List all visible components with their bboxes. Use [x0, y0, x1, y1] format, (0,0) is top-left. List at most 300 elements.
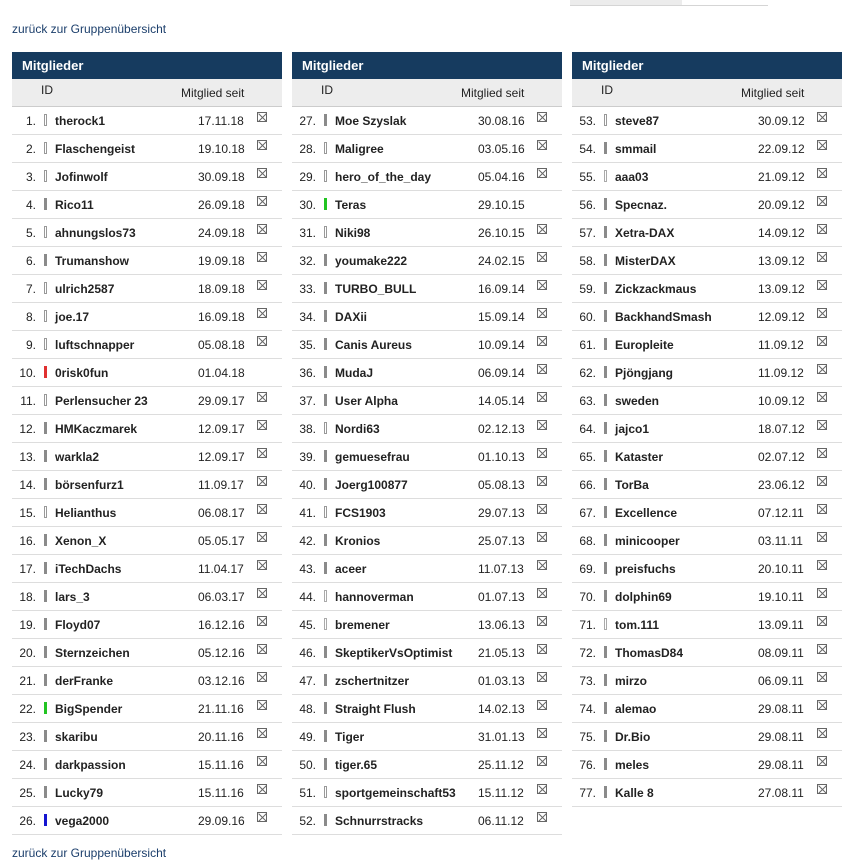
member-name-link[interactable]: iTechDachs	[55, 562, 122, 576]
status-indicator-icon	[324, 534, 327, 546]
member-name-link[interactable]: Pjöngjang	[615, 366, 673, 380]
status-indicator-icon	[604, 478, 607, 490]
member-row	[12, 331, 282, 359]
member-since-date: 06.03.17	[198, 590, 245, 604]
remove-member-icon[interactable]	[537, 448, 547, 458]
remove-member-icon[interactable]	[257, 420, 267, 430]
member-row	[292, 359, 562, 387]
remove-member-icon[interactable]	[257, 112, 267, 122]
remove-member-icon[interactable]	[537, 504, 547, 514]
member-since-date: 03.12.16	[198, 674, 245, 688]
member-rank: 55.	[579, 170, 596, 184]
status-indicator-icon	[324, 226, 327, 238]
member-row	[572, 751, 842, 779]
member-name-link[interactable]: Zickzackmaus	[615, 282, 697, 296]
member-name-link[interactable]: smmail	[615, 142, 657, 156]
remove-member-icon[interactable]	[817, 448, 827, 458]
member-row	[12, 583, 282, 611]
member-name-link[interactable]: TorBa	[615, 478, 649, 492]
member-rank: 48.	[299, 702, 316, 716]
member-rank: 47.	[299, 674, 316, 688]
status-indicator-icon	[324, 506, 327, 518]
member-name-link[interactable]: ThomasD84	[615, 646, 684, 660]
member-name-link[interactable]: FCS1903	[335, 506, 386, 520]
member-name-link[interactable]: mirzo	[615, 674, 648, 688]
member-name-link[interactable]: Joerg100877	[335, 478, 408, 492]
member-name-link[interactable]: aceer	[335, 562, 367, 576]
member-row	[292, 611, 562, 639]
member-name-link[interactable]: Maligree	[335, 142, 384, 156]
remove-member-icon[interactable]	[257, 588, 267, 598]
member-name-link[interactable]: derFranke	[55, 674, 114, 688]
member-name-link[interactable]: tom.111	[615, 618, 660, 632]
member-row	[292, 107, 562, 135]
remove-member-icon[interactable]	[257, 672, 267, 682]
remove-member-icon[interactable]	[817, 112, 827, 122]
remove-member-icon[interactable]	[817, 672, 827, 682]
remove-member-icon[interactable]	[257, 560, 267, 570]
member-since-date: 24.09.18	[198, 226, 245, 240]
member-since-date: 06.09.14	[478, 366, 525, 380]
member-name-link[interactable]: Trumanshow	[55, 254, 130, 268]
member-row	[572, 583, 842, 611]
member-rank: 17.	[19, 562, 36, 576]
remove-member-icon[interactable]	[537, 280, 547, 290]
member-row	[292, 471, 562, 499]
status-indicator-icon	[604, 758, 607, 770]
member-name-link[interactable]: Flaschengeist	[55, 142, 136, 156]
member-rank: 65.	[579, 450, 596, 464]
remove-member-icon[interactable]	[257, 756, 267, 766]
member-rank: 4.	[25, 198, 36, 212]
tab-active[interactable]	[570, 0, 682, 5]
back-to-groups-link[interactable]: zurück zur Gruppenübersicht	[12, 22, 167, 36]
member-name-link[interactable]: Dr.Bio	[615, 730, 651, 744]
remove-member-icon[interactable]	[817, 224, 827, 234]
member-name-link[interactable]: Schnurrstracks	[335, 814, 424, 828]
member-name-link[interactable]: aaa03	[615, 170, 649, 184]
member-name-link[interactable]: SkeptikerVsOptimist	[335, 646, 453, 660]
member-name-link[interactable]: Floyd07	[55, 618, 101, 632]
member-name-link[interactable]: HMKaczmarek	[55, 422, 138, 436]
member-since-date: 03.11.11	[758, 534, 803, 548]
remove-member-icon[interactable]	[257, 196, 267, 206]
member-rank: 2.	[25, 142, 36, 156]
member-name-link[interactable]: meles	[615, 758, 650, 772]
member-name-link[interactable]: ulrich2587	[55, 282, 115, 296]
remove-member-icon[interactable]	[257, 784, 267, 794]
member-row	[12, 219, 282, 247]
status-indicator-icon	[44, 506, 47, 518]
member-since-date: 12.09.17	[198, 422, 245, 436]
member-row	[12, 471, 282, 499]
remove-member-icon[interactable]	[537, 812, 547, 822]
member-name-link[interactable]: Kalle 8	[615, 786, 654, 800]
member-name-link[interactable]: börsenfurz1	[55, 478, 124, 492]
status-indicator-icon	[324, 758, 327, 770]
remove-member-icon[interactable]	[257, 280, 267, 290]
member-name-link[interactable]: darkpassion	[55, 758, 126, 772]
member-name-link[interactable]: zschertnitzer	[335, 674, 410, 688]
member-name-link[interactable]: MisterDAX	[615, 254, 676, 268]
member-rank: 25.	[19, 786, 36, 800]
remove-member-icon[interactable]	[817, 252, 827, 262]
status-indicator-icon	[604, 338, 607, 350]
remove-member-icon[interactable]	[257, 812, 267, 822]
member-name-link[interactable]: Nordi63	[335, 422, 380, 436]
status-indicator-icon	[324, 786, 327, 798]
remove-member-icon[interactable]	[817, 644, 827, 654]
member-row	[572, 695, 842, 723]
member-name-link[interactable]: steve87	[615, 114, 660, 128]
remove-member-icon[interactable]	[537, 784, 547, 794]
status-indicator-icon	[44, 674, 47, 686]
member-name-link[interactable]: Specnaz.	[615, 198, 668, 212]
member-rank: 58.	[579, 254, 596, 268]
members-subheader	[292, 79, 562, 107]
member-name-link[interactable]: BigSpender	[55, 702, 123, 716]
member-rank: 54.	[579, 142, 596, 156]
member-rank: 5.	[25, 226, 36, 240]
member-row	[12, 555, 282, 583]
top-tabs	[570, 0, 768, 6]
member-rank: 62.	[579, 366, 596, 380]
members-column-2	[292, 52, 562, 835]
member-row	[572, 331, 842, 359]
status-indicator-icon	[324, 170, 327, 182]
status-indicator-icon	[324, 198, 327, 210]
member-since-date: 05.12.16	[198, 646, 245, 660]
member-row	[292, 723, 562, 751]
remove-member-icon[interactable]	[257, 392, 267, 402]
remove-member-icon[interactable]	[537, 392, 547, 402]
status-indicator-icon	[44, 170, 47, 182]
remove-member-icon[interactable]	[537, 728, 547, 738]
status-indicator-icon	[324, 366, 327, 378]
member-name-link[interactable]: gemuesefrau	[335, 450, 410, 464]
remove-member-icon[interactable]	[817, 616, 827, 626]
remove-member-icon[interactable]	[537, 756, 547, 766]
member-row	[572, 443, 842, 471]
member-since-date: 13.06.13	[478, 618, 525, 632]
member-row	[292, 555, 562, 583]
remove-member-icon[interactable]	[537, 112, 547, 122]
status-indicator-icon	[604, 674, 607, 686]
member-row	[12, 639, 282, 667]
member-since-date: 31.01.13	[478, 730, 525, 744]
member-name-link[interactable]: TURBO_BULL	[335, 282, 417, 296]
members-header: Mitglieder	[292, 52, 562, 79]
member-rank: 14.	[19, 478, 36, 492]
member-row	[572, 611, 842, 639]
member-since-date: 10.09.14	[478, 338, 525, 352]
remove-member-icon[interactable]	[817, 280, 827, 290]
status-indicator-icon	[604, 226, 607, 238]
status-indicator-icon	[604, 618, 607, 630]
member-rank: 22.	[19, 702, 36, 716]
remove-member-icon[interactable]	[817, 756, 827, 766]
member-rank: 57.	[579, 226, 596, 240]
status-indicator-icon	[324, 674, 327, 686]
member-name-link[interactable]: Europleite	[615, 338, 674, 352]
member-rank: 18.	[19, 590, 36, 604]
member-since-date: 01.10.13	[478, 450, 525, 464]
member-row	[572, 303, 842, 331]
member-name-link[interactable]: Kronios	[335, 534, 381, 548]
member-rank: 7.	[25, 282, 36, 296]
member-name-link[interactable]: Teras	[335, 198, 367, 212]
member-name-link[interactable]: MudaJ	[335, 366, 374, 380]
member-row	[12, 499, 282, 527]
remove-member-icon[interactable]	[257, 448, 267, 458]
status-indicator-icon	[44, 730, 47, 742]
member-name-link[interactable]: sportgemeinschaft53	[335, 786, 456, 800]
member-name-link[interactable]: therock1	[55, 114, 106, 128]
remove-member-icon[interactable]	[537, 700, 547, 710]
member-rank: 43.	[299, 562, 316, 576]
member-row	[12, 779, 282, 807]
member-rank: 23.	[19, 730, 36, 744]
remove-member-icon[interactable]	[537, 588, 547, 598]
member-name-link[interactable]: minicooper	[615, 534, 680, 548]
status-indicator-icon	[44, 786, 47, 798]
remove-member-icon[interactable]	[817, 196, 827, 206]
remove-member-icon[interactable]	[817, 392, 827, 402]
member-row	[572, 247, 842, 275]
remove-member-icon[interactable]	[817, 140, 827, 150]
member-rank: 21.	[19, 674, 36, 688]
member-since-date: 21.05.13	[478, 646, 525, 660]
status-indicator-icon	[604, 198, 607, 210]
status-indicator-icon	[324, 254, 327, 266]
status-indicator-icon	[44, 758, 47, 770]
member-row	[12, 443, 282, 471]
member-since-date: 11.09.12	[758, 338, 804, 352]
member-name-link[interactable]: joe.17	[55, 310, 90, 324]
status-indicator-icon	[324, 310, 327, 322]
member-name-link[interactable]: jajco1	[615, 422, 650, 436]
member-name-link[interactable]: preisfuchs	[615, 562, 676, 576]
remove-member-icon[interactable]	[257, 616, 267, 626]
member-name-link[interactable]: Perlensucher 23	[55, 394, 148, 408]
remove-member-icon[interactable]	[257, 308, 267, 318]
status-indicator-icon	[324, 338, 327, 350]
remove-member-icon[interactable]	[257, 700, 267, 710]
member-name-link[interactable]: alemao	[615, 702, 657, 716]
remove-member-icon[interactable]	[257, 476, 267, 486]
status-indicator-icon	[324, 646, 327, 658]
member-row	[292, 499, 562, 527]
member-rank: 45.	[299, 618, 316, 632]
status-indicator-icon	[324, 478, 327, 490]
remove-member-icon[interactable]	[537, 224, 547, 234]
status-indicator-icon	[44, 226, 47, 238]
member-name-link[interactable]: tiger.65	[335, 758, 378, 772]
member-rank: 27.	[299, 114, 316, 128]
member-name-link[interactable]: 0risk0fun	[55, 366, 109, 380]
member-name-link[interactable]: Straight Flush	[335, 702, 416, 716]
member-name-link[interactable]: Helianthus	[55, 506, 117, 520]
remove-member-icon[interactable]	[537, 560, 547, 570]
member-rank: 52.	[299, 814, 316, 828]
member-name-link[interactable]: warkla2	[55, 450, 100, 464]
remove-member-icon[interactable]	[537, 672, 547, 682]
member-name-link[interactable]: Xenon_X	[55, 534, 107, 548]
remove-member-icon[interactable]	[257, 728, 267, 738]
remove-member-icon[interactable]	[817, 532, 827, 542]
remove-member-icon[interactable]	[817, 168, 827, 178]
member-name-link[interactable]: Xetra-DAX	[615, 226, 675, 240]
status-indicator-icon	[604, 730, 607, 742]
status-indicator-icon	[604, 562, 607, 574]
member-since-date: 17.11.18	[198, 114, 244, 128]
remove-member-icon[interactable]	[817, 308, 827, 318]
member-since-date: 19.09.18	[198, 254, 245, 268]
remove-member-icon[interactable]	[257, 644, 267, 654]
remove-member-icon[interactable]	[817, 504, 827, 514]
member-row	[12, 191, 282, 219]
remove-member-icon[interactable]	[817, 784, 827, 794]
remove-member-icon[interactable]	[257, 532, 267, 542]
member-row	[572, 639, 842, 667]
remove-member-icon[interactable]	[257, 224, 267, 234]
member-row	[12, 723, 282, 751]
remove-member-icon[interactable]	[537, 336, 547, 346]
status-indicator-icon	[604, 590, 607, 602]
member-rank: 26.	[19, 814, 36, 828]
status-indicator-icon	[604, 310, 607, 322]
member-name-link[interactable]: skaribu	[55, 730, 98, 744]
member-rank: 42.	[299, 534, 316, 548]
remove-member-icon[interactable]	[817, 728, 827, 738]
remove-member-icon[interactable]	[537, 168, 547, 178]
remove-member-icon[interactable]	[257, 168, 267, 178]
member-name-link[interactable]: BackhandSmash	[615, 310, 712, 324]
member-row	[572, 275, 842, 303]
member-row	[292, 331, 562, 359]
member-since-date: 16.09.14	[478, 282, 525, 296]
member-row	[572, 723, 842, 751]
member-name-link[interactable]: User Alpha	[335, 394, 398, 408]
member-rank: 15.	[19, 506, 36, 520]
remove-member-icon[interactable]	[257, 504, 267, 514]
remove-member-icon[interactable]	[817, 700, 827, 710]
member-name-link[interactable]: Excellence	[615, 506, 678, 520]
member-name-link[interactable]: Tiger	[335, 730, 365, 744]
member-rank: 38.	[299, 422, 316, 436]
remove-member-icon[interactable]	[537, 616, 547, 626]
member-name-link[interactable]: hannoverman	[335, 590, 414, 604]
status-indicator-icon	[324, 450, 327, 462]
member-name-link[interactable]: Rico11	[55, 198, 94, 212]
remove-member-icon[interactable]	[257, 336, 267, 346]
member-since-date: 16.09.18	[198, 310, 245, 324]
status-indicator-icon	[604, 506, 607, 518]
member-name-link[interactable]: Lucky79	[55, 786, 104, 800]
back-to-groups-link-bottom[interactable]: zurück zur Gruppenübersicht	[12, 846, 167, 860]
member-since-date: 20.09.12	[758, 198, 805, 212]
remove-member-icon[interactable]	[817, 476, 827, 486]
member-name-link[interactable]: Canis Aureus	[335, 338, 412, 352]
remove-member-icon[interactable]	[537, 364, 547, 374]
member-rank: 40.	[299, 478, 316, 492]
member-rank: 33.	[299, 282, 316, 296]
member-since-date: 20.11.16	[198, 730, 244, 744]
member-row	[572, 471, 842, 499]
member-rank: 20.	[19, 646, 36, 660]
member-name-link[interactable]: Jofinwolf	[55, 170, 108, 184]
member-since-date: 05.05.17	[198, 534, 245, 548]
member-name-link[interactable]: dolphin69	[615, 590, 672, 604]
remove-member-icon[interactable]	[537, 140, 547, 150]
member-name-link[interactable]: youmake222	[335, 254, 408, 268]
member-name-link[interactable]: vega2000	[55, 814, 110, 828]
remove-member-icon[interactable]	[817, 420, 827, 430]
member-row	[572, 415, 842, 443]
member-row	[292, 807, 562, 835]
remove-member-icon[interactable]	[537, 420, 547, 430]
member-name-link[interactable]: Kataster	[615, 450, 664, 464]
member-row	[572, 219, 842, 247]
remove-member-icon[interactable]	[817, 336, 827, 346]
remove-member-icon[interactable]	[537, 308, 547, 318]
remove-member-icon[interactable]	[817, 560, 827, 570]
remove-member-icon[interactable]	[817, 364, 827, 374]
member-name-link[interactable]: lars_3	[55, 590, 90, 604]
member-name-link[interactable]: luftschnapper	[55, 338, 135, 352]
member-since-date: 15.09.14	[478, 310, 525, 324]
status-indicator-icon	[324, 562, 327, 574]
member-since-date: 15.11.12	[478, 786, 524, 800]
remove-member-icon[interactable]	[537, 476, 547, 486]
member-name-link[interactable]: bremener	[335, 618, 390, 632]
member-since-date: 02.07.12	[758, 450, 805, 464]
status-indicator-icon	[324, 730, 327, 742]
member-rank: 51.	[299, 786, 316, 800]
member-rank: 70.	[579, 590, 596, 604]
member-name-link[interactable]: ahnungslos73	[55, 226, 136, 240]
remove-member-icon[interactable]	[537, 644, 547, 654]
member-rank: 59.	[579, 282, 596, 296]
member-since-date: 27.08.11	[758, 786, 804, 800]
member-since-date: 11.09.17	[198, 478, 244, 492]
member-name-link[interactable]: Moe Szyslak	[335, 114, 407, 128]
member-row	[292, 527, 562, 555]
status-indicator-icon	[324, 142, 327, 154]
member-name-link[interactable]: hero_of_the_day	[335, 170, 432, 184]
column-id-label: ID	[41, 83, 53, 97]
remove-member-icon[interactable]	[537, 252, 547, 262]
status-indicator-icon	[324, 422, 327, 434]
member-row	[12, 135, 282, 163]
member-name-link[interactable]: DAXii	[335, 310, 368, 324]
member-rank: 10.	[19, 366, 36, 380]
member-row	[292, 275, 562, 303]
remove-member-icon[interactable]	[817, 588, 827, 598]
member-name-link[interactable]: sweden	[615, 394, 660, 408]
member-since-date: 01.07.13	[478, 590, 525, 604]
member-name-link[interactable]: Niki98	[335, 226, 371, 240]
remove-member-icon[interactable]	[537, 532, 547, 542]
member-rank: 31.	[299, 226, 316, 240]
member-row	[292, 639, 562, 667]
member-name-link[interactable]: Sternzeichen	[55, 646, 130, 660]
member-since-date: 11.07.13	[478, 562, 524, 576]
member-since-date: 15.11.16	[198, 758, 244, 772]
remove-member-icon[interactable]	[257, 140, 267, 150]
member-rank: 46.	[299, 646, 316, 660]
remove-member-icon[interactable]	[257, 252, 267, 262]
